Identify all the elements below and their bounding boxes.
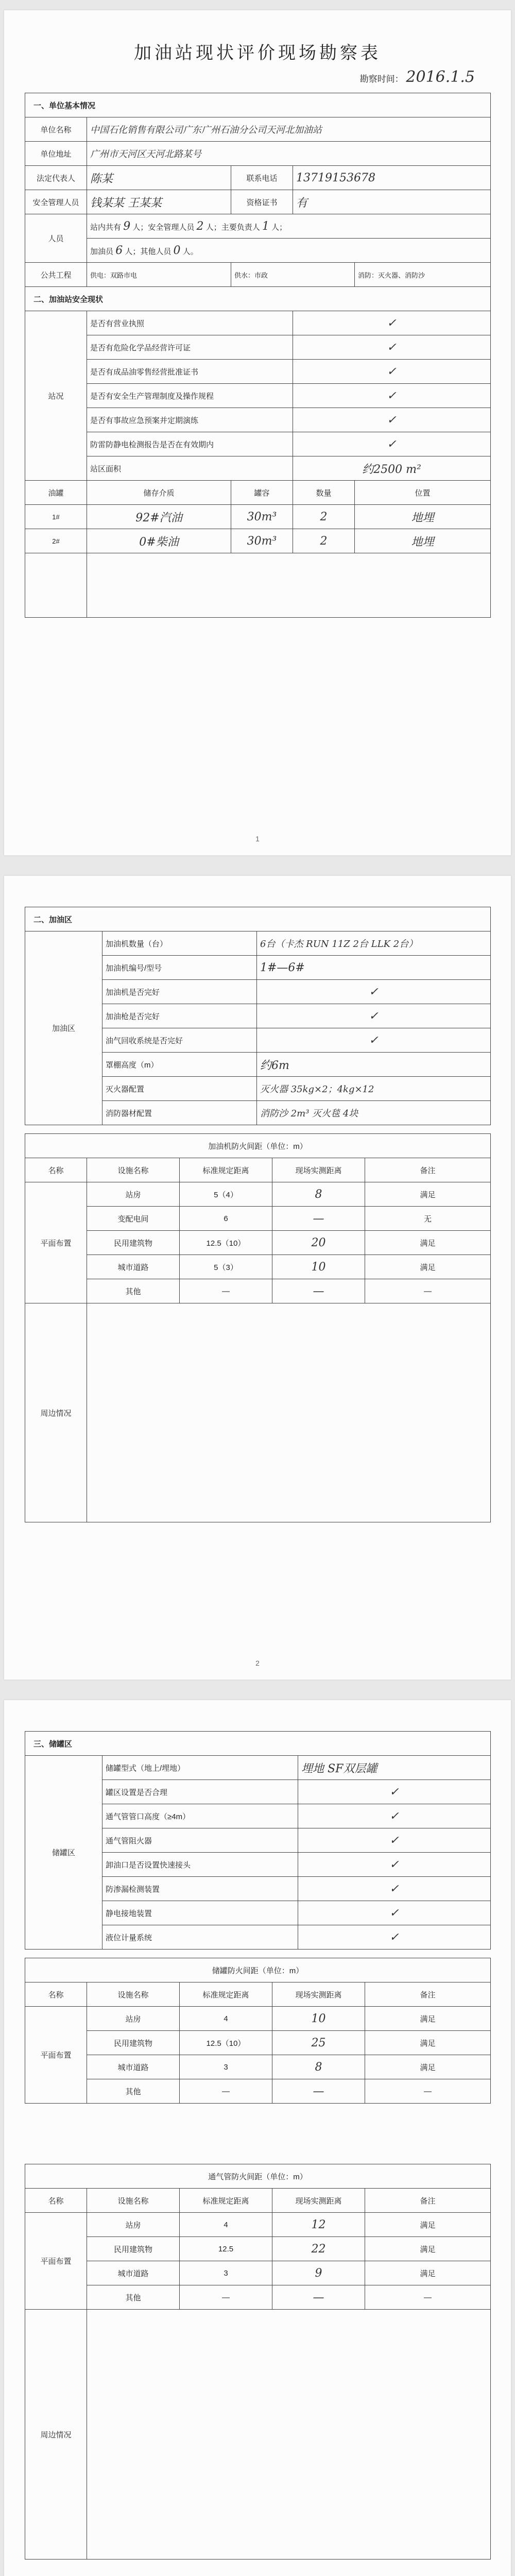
- section-3-title: 三、储罐区: [25, 1732, 491, 1756]
- unit-info-table: [25, 93, 491, 618]
- dist-name: 站房: [87, 2007, 180, 2031]
- dist-note: 满足: [365, 2237, 491, 2261]
- check-label-3: 是否有安全生产管理制度及操作规程: [87, 384, 293, 408]
- table-row: 平面布置 站房 5（4） 8 满足: [25, 1182, 491, 1207]
- tank-row-value: ✓: [298, 1828, 491, 1853]
- tank-count: 2: [293, 505, 355, 529]
- dist-actual: 9: [272, 2261, 365, 2285]
- tank-row-label: 液位计量系统: [102, 1925, 298, 1950]
- dist-actual: —: [272, 1279, 365, 1303]
- tank-pos: 地埋: [355, 505, 491, 529]
- tank-row-value: 埋地 SF双层罐: [298, 1756, 491, 1780]
- dist-col-note: 备注: [365, 2189, 491, 2213]
- dist-name: 变配电间: [87, 1207, 180, 1231]
- fuel-row-label: 加油机编号/型号: [102, 956, 257, 980]
- dist-actual: 8: [272, 1182, 365, 1207]
- address-label: 单位地址: [25, 142, 87, 166]
- tank-row: 2# 0#柴油 30m³ 2 地埋: [25, 529, 491, 553]
- check-label-0: 是否有营业执照: [87, 311, 293, 335]
- dist-name: 民用建筑物: [87, 1231, 180, 1255]
- fuel-row-value: 消防沙 2m³ 灭火毯 4块: [257, 1101, 491, 1125]
- attendant-count: 6: [115, 244, 123, 257]
- tank-medium: 0#柴油: [87, 529, 231, 553]
- check-mark-3: ✓: [293, 384, 491, 408]
- vent-distance-table: 通气管防火间距（单位：m） 名称 设施名称 标准规定距离 现场实测距离 备注 平面布置 站房 4 12 满足 民用建筑物 12.5 22 满足 城市道路 3 9 满足 其他 — — — 周边情况: [25, 2164, 491, 2560]
- check-mark-1: ✓: [293, 335, 491, 360]
- dist-name: 其他: [87, 2079, 180, 2104]
- facility-power: 供电：双路市电: [87, 263, 231, 287]
- dist-note: 满足: [365, 2261, 491, 2285]
- dist-col-actual: 现场实测距离: [272, 1158, 365, 1182]
- tank-col-medium: 储存介质: [87, 481, 231, 505]
- tank-count: 2: [293, 529, 355, 553]
- dist-name: 其他: [87, 1279, 180, 1303]
- tank-volume: 30m³: [231, 529, 293, 553]
- page-title: 加油站现状评价现场勘察表: [134, 43, 381, 63]
- cert-value: 有: [296, 196, 308, 210]
- table-row: [25, 2285, 491, 2310]
- unit-name-label: 单位名称: [25, 117, 87, 142]
- section-1-title: 一、单位基本情况: [25, 93, 491, 117]
- fuel-area-group-label: 加油区: [25, 931, 102, 1125]
- table-row: [25, 1207, 491, 1231]
- tank-row-label: 罐区设置是否合理: [102, 1780, 298, 1804]
- fuel-row-value: 灭火器 35kg×2；4kg×12: [257, 1077, 491, 1101]
- fuel-row-label: 灭火器配置: [102, 1077, 257, 1101]
- dist-actual: 25: [272, 2031, 365, 2055]
- address-value: 广州市天河区天河北路某号: [90, 149, 201, 160]
- table-row: [25, 1231, 491, 1255]
- people-q2: 加油员: [90, 247, 114, 256]
- tank-row-value: ✓: [298, 1901, 491, 1925]
- tank-distance-title: 储罐防火间距（单位：m）: [25, 1958, 491, 1982]
- fuel-row-value: ✓: [257, 980, 491, 1004]
- table-row: [25, 2237, 491, 2261]
- tank-row-label: 通气管管口高度（≥4m）: [102, 1804, 298, 1828]
- table-row: [25, 2261, 491, 2285]
- dist-actual: —: [272, 2285, 365, 2310]
- dist-name: 城市道路: [87, 2055, 180, 2079]
- safety-mgr-label: 安全管理人员: [25, 190, 87, 214]
- dist-std: 12.5（10）: [180, 2031, 272, 2055]
- dist-col-note: 备注: [365, 1982, 491, 2007]
- dist-std: 5（3）: [180, 1255, 272, 1279]
- dist-col-std: 标准规定距离: [180, 1158, 272, 1182]
- dist-note: 满足: [365, 2007, 491, 2031]
- tank-row-value: ✓: [298, 1925, 491, 1950]
- dist-std: —: [180, 1279, 272, 1303]
- fuel-row-label: 加油机是否完好: [102, 980, 257, 1004]
- dist-std: 4: [180, 2213, 272, 2237]
- fuel-distance-title: 加油机防火间距（单位：m）: [25, 1134, 491, 1158]
- people-line-1: [87, 214, 491, 239]
- people-q2-unit: 人；其他人员: [125, 247, 171, 256]
- cert-label: 资格证书: [231, 190, 293, 214]
- people-q1c: 人；主要负责人: [205, 223, 260, 232]
- table-row: 平面布置 站房 4 10 满足: [25, 2007, 491, 2031]
- contact-value: 13719153678: [296, 171, 375, 184]
- legal-rep-label: 法定代表人: [25, 166, 87, 190]
- dist-std: 3: [180, 2055, 272, 2079]
- dist-col-name: 名称: [25, 1982, 87, 2007]
- fuel-area-table: [25, 907, 491, 1125]
- dist-col-name: 名称: [25, 1158, 87, 1182]
- fuel-row-value: ✓: [257, 1004, 491, 1028]
- dist-actual: 12: [272, 2213, 365, 2237]
- dist-name: 城市道路: [87, 1255, 180, 1279]
- fuel-row-label: 消防器材配置: [102, 1101, 257, 1125]
- dist-col-name: 名称: [25, 2189, 87, 2213]
- dist-std: 5（4）: [180, 1182, 272, 1207]
- survey-date: [360, 68, 475, 86]
- fuel-row-value: ✓: [257, 1028, 491, 1053]
- people-q1-unit: 人；安全管理人员: [132, 223, 195, 232]
- dist-actual: —: [272, 1207, 365, 1231]
- tank-row-value: ✓: [298, 1804, 491, 1828]
- table-row: 平面布置 站房 4 12 满足: [25, 2213, 491, 2237]
- dist-note: 无: [365, 1207, 491, 1231]
- dist-name: 民用建筑物: [87, 2031, 180, 2055]
- dist-note: 满足: [365, 1255, 491, 1279]
- tank-row-label: 卸油口是否设置快速接头: [102, 1853, 298, 1877]
- dist-actual: 10: [272, 2007, 365, 2031]
- dist-note: —: [365, 2079, 491, 2104]
- fuel-row-label: 加油机数量（台）: [102, 931, 257, 956]
- dist-note: 满足: [365, 2213, 491, 2237]
- survey-date-value: 2016.1.5: [406, 68, 475, 86]
- tank-row-value: ✓: [298, 1853, 491, 1877]
- fuel-row-value: 6台（卡杰 RUN 11Z 2台 LLK 2台）: [257, 931, 491, 956]
- people-q1d: 人；: [271, 223, 287, 232]
- dist-col-std: 标准规定距离: [180, 2189, 272, 2213]
- dist-col-facility: 设施名称: [87, 1158, 180, 1182]
- tank-area-group-label: 储罐区: [25, 1756, 102, 1950]
- section-2-title: 二、加油区: [25, 907, 491, 931]
- principal-count: 1: [262, 219, 269, 233]
- dist-name: 民用建筑物: [87, 2237, 180, 2261]
- dist-std: 12.5: [180, 2237, 272, 2261]
- other-count: 0: [173, 244, 181, 257]
- page-1: [4, 10, 511, 855]
- page-3: [4, 1700, 511, 2576]
- table-row: [25, 1255, 491, 1279]
- dist-std: 6: [180, 1207, 272, 1231]
- dist-name: 站房: [87, 2213, 180, 2237]
- people-q2c: 人。: [182, 247, 198, 256]
- dist-col-std: 标准规定距离: [180, 1982, 272, 2007]
- staff-count: 9: [123, 219, 131, 233]
- page-2: [4, 876, 511, 1680]
- tank-medium: 92#汽油: [87, 505, 231, 529]
- dist-actual: 22: [272, 2237, 365, 2261]
- contact-label: 联系电话: [231, 166, 293, 190]
- tank-col-count: 数量: [293, 481, 355, 505]
- safety-mgr-value: 钱某某 王某某: [90, 196, 162, 210]
- table-row: [25, 2031, 491, 2055]
- page-number: 2: [255, 1659, 260, 1667]
- tank-col-volume: 罐容: [231, 481, 293, 505]
- area-label: 站区面积: [87, 456, 293, 481]
- fuel-distance-table: 加油机防火间距（单位：m） 名称 设施名称 标准规定距离 现场实测距离 备注 平面布置 站房 5（4） 8 满足 变配电间 6 — 无 民用建筑物 12.5（10） 20 满足 城市道路 5（3） 10 满足 其他 — — — 周边情况: [25, 1133, 491, 1522]
- people-line-2: [87, 239, 491, 263]
- tank-row: 1# 92#汽油 30m³ 2 地埋: [25, 505, 491, 529]
- facility-fire: 消防：灭火器、消防沙: [355, 263, 491, 287]
- dist-col-facility: 设施名称: [87, 2189, 180, 2213]
- tank-pos: 地埋: [355, 529, 491, 553]
- dist-name: 站房: [87, 1182, 180, 1207]
- safety-mgr-count: 2: [196, 219, 204, 233]
- check-label-2: 是否有成品油零售经营批准证书: [87, 360, 293, 384]
- legal-rep-value: 陈某: [90, 172, 113, 185]
- fuel-row-label: 罩棚高度（m）: [102, 1053, 257, 1077]
- dist-std: —: [180, 2285, 272, 2310]
- tank-row-label: 防渗漏检测装置: [102, 1877, 298, 1901]
- fuel-row-value: 约6m: [257, 1053, 491, 1077]
- dist-name: 其他: [87, 2285, 180, 2310]
- fuel-row-value: 1#—6#: [257, 956, 491, 980]
- table-row: [25, 2055, 491, 2079]
- vent-distance-title: 通气管防火间距（单位：m）: [25, 2164, 491, 2189]
- survey-date-label: 勘察时间：: [359, 74, 404, 84]
- tank-volume: 30m³: [231, 505, 293, 529]
- dist-actual: 10: [272, 1255, 365, 1279]
- dist-note: —: [365, 1279, 491, 1303]
- dist-std: 12.5（10）: [180, 1231, 272, 1255]
- tank-row-label: 通气管阻火器: [102, 1828, 298, 1853]
- dist-col-facility: 设施名称: [87, 1982, 180, 2007]
- tank-row-label: 静电接地装置: [102, 1901, 298, 1925]
- dist-col-actual: 现场实测距离: [272, 2189, 365, 2213]
- fuel-row-label: 加油枪是否完好: [102, 1004, 257, 1028]
- dist-note: 满足: [365, 1231, 491, 1255]
- check-label-1: 是否有危险化学品经营许可证: [87, 335, 293, 360]
- fuel-row-label: 油气回收系统是否完好: [102, 1028, 257, 1053]
- status-group-label: 站况: [25, 311, 87, 481]
- dist-std: —: [180, 2079, 272, 2104]
- tank-area-table: [25, 1731, 491, 1950]
- dist-col-actual: 现场实测距离: [272, 1982, 365, 2007]
- dist-note: —: [365, 2285, 491, 2310]
- tank-row-value: ✓: [298, 1780, 491, 1804]
- page-number: 1: [255, 835, 260, 843]
- check-label-4: 是否有事故应急预案并定期演练: [87, 408, 293, 432]
- check-mark-2: ✓: [293, 360, 491, 384]
- dist-note: 满足: [365, 2055, 491, 2079]
- dist-std: 4: [180, 2007, 272, 2031]
- tank-row-label: 油罐: [25, 481, 87, 505]
- dist-actual: 20: [272, 1231, 365, 1255]
- dist-note: 满足: [365, 1182, 491, 1207]
- dist-actual: —: [272, 2079, 365, 2104]
- check-mark-5: ✓: [293, 432, 491, 456]
- dist-col-note: 备注: [365, 1158, 491, 1182]
- facility-label: 公共工程: [25, 263, 87, 287]
- people-label: 人员: [25, 214, 87, 263]
- facility-water: 供水：市政: [231, 263, 355, 287]
- tank-col-pos: 位置: [355, 481, 491, 505]
- tank-row-value: ✓: [298, 1877, 491, 1901]
- dist-actual: 8: [272, 2055, 365, 2079]
- unit-name-value: 中国石化销售有限公司广东广州石油分公司天河北加油站: [90, 125, 322, 135]
- people-q1: 站内共有: [90, 223, 122, 232]
- dist-note: 满足: [365, 2031, 491, 2055]
- tank-row-label: 储罐型式（地上/埋地）: [102, 1756, 298, 1780]
- check-mark-0: ✓: [293, 311, 491, 335]
- table-row: [25, 1279, 491, 1303]
- dist-name: 城市道路: [87, 2261, 180, 2285]
- section-1b-title: 二、加油站安全现状: [25, 287, 491, 311]
- tank-distance-table: [25, 1958, 491, 2104]
- check-mark-4: ✓: [293, 408, 491, 432]
- table-row: [25, 2079, 491, 2104]
- area-value: 约2500 m²: [293, 456, 491, 481]
- dist-std: 3: [180, 2261, 272, 2285]
- check-label-5: 防雷防静电检测报告是否在有效期内: [87, 432, 293, 456]
